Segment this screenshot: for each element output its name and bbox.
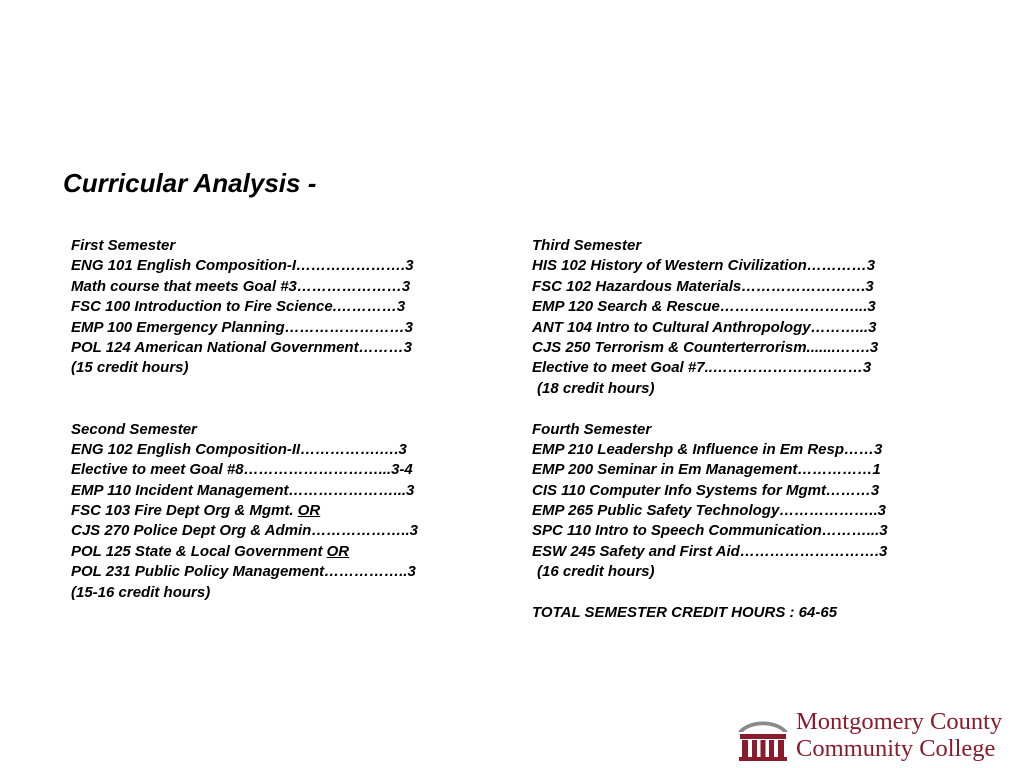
third-semester-heading: Third Semester bbox=[532, 237, 642, 254]
course-text: POL 125 State & Local Government bbox=[71, 542, 327, 560]
course-line: ANT 104 Intro to Cultural Anthropology………...3 bbox=[532, 318, 877, 336]
first-semester-heading: First Semester bbox=[71, 237, 176, 254]
college-name bbox=[796, 708, 1002, 762]
course-line: EMP 200 Seminar in Em Management……………1 bbox=[532, 461, 881, 479]
or-label: OR bbox=[326, 542, 350, 560]
course-line: Elective to meet Goal #8………………………...3-4 bbox=[71, 461, 413, 479]
course-line: POL 124 American National Government………3 bbox=[71, 338, 412, 356]
right-column bbox=[532, 236, 972, 623]
course-line: FSC 100 Introduction to Fire Science.…………3 bbox=[71, 298, 406, 316]
or-label: OR bbox=[297, 502, 321, 520]
page-title: Curricular Analysis - bbox=[63, 168, 317, 198]
course-line: CJS 270 Police Dept Org & Admin………………..3 bbox=[71, 522, 419, 540]
course-line: EMP 100 Emergency Planning……………………3 bbox=[71, 318, 414, 336]
course-line: SPC 110 Intro to Speech Communication………...3 bbox=[532, 522, 888, 540]
course-line: EMP 110 Incident Management…………………...3 bbox=[71, 481, 415, 499]
fourth-semester-credits: (16 credit hours) bbox=[537, 563, 655, 581]
course-line: EMP 210 Leadershp & Influence in Em Resp……3 bbox=[532, 440, 883, 458]
course-line: EMP 265 Public Safety Technology………………..3 bbox=[532, 502, 886, 520]
college-name-line2: Community College bbox=[796, 735, 996, 762]
course-line: FSC 102 Hazardous Materials…………………….3 bbox=[532, 277, 874, 295]
course-line: ENG 102 English Composition-II…………….….3 bbox=[71, 440, 407, 458]
total-credit-hours: TOTAL SEMESTER CREDIT HOURS : 64-65 bbox=[532, 604, 838, 622]
course-line: CIS 110 Computer Info Systems for Mgmt………3 bbox=[532, 481, 880, 499]
course-line: EMP 120 Search & Rescue………………………...3 bbox=[532, 298, 876, 316]
first-semester-credits: (15 credit hours) bbox=[71, 359, 189, 377]
fourth-semester-heading: Fourth Semester bbox=[532, 420, 652, 438]
course-line: Math course that meets Goal #3…………………3 bbox=[71, 277, 411, 295]
course-line bbox=[71, 542, 511, 562]
course-line: ENG 101 English Composition-I………………….3 bbox=[71, 257, 414, 275]
course-line: CJS 250 Terrorism & Counterterrorism.......…….3 bbox=[532, 338, 879, 356]
college-building-icon bbox=[736, 710, 790, 762]
course-text: FSC 103 Fire Dept Org & Mgmt. bbox=[71, 502, 298, 520]
college-logo bbox=[736, 708, 1024, 768]
college-name-line1: Montgomery County bbox=[796, 708, 1003, 735]
course-line: ESW 245 Safety and First Aid……………………….3 bbox=[532, 542, 888, 560]
left-column bbox=[71, 236, 511, 603]
third-semester-credits: (18 credit hours) bbox=[537, 379, 655, 397]
course-line: Elective to meet Goal #7..…………………………3 bbox=[532, 359, 872, 377]
course-line bbox=[71, 501, 511, 521]
course-line: POL 231 Public Policy Management……………..3 bbox=[71, 563, 416, 581]
course-line: HIS 102 History of Western Civilization…………3 bbox=[532, 257, 876, 275]
second-semester-credits: (15-16 credit hours) bbox=[71, 583, 211, 601]
second-semester-heading: Second Semester bbox=[71, 420, 197, 438]
